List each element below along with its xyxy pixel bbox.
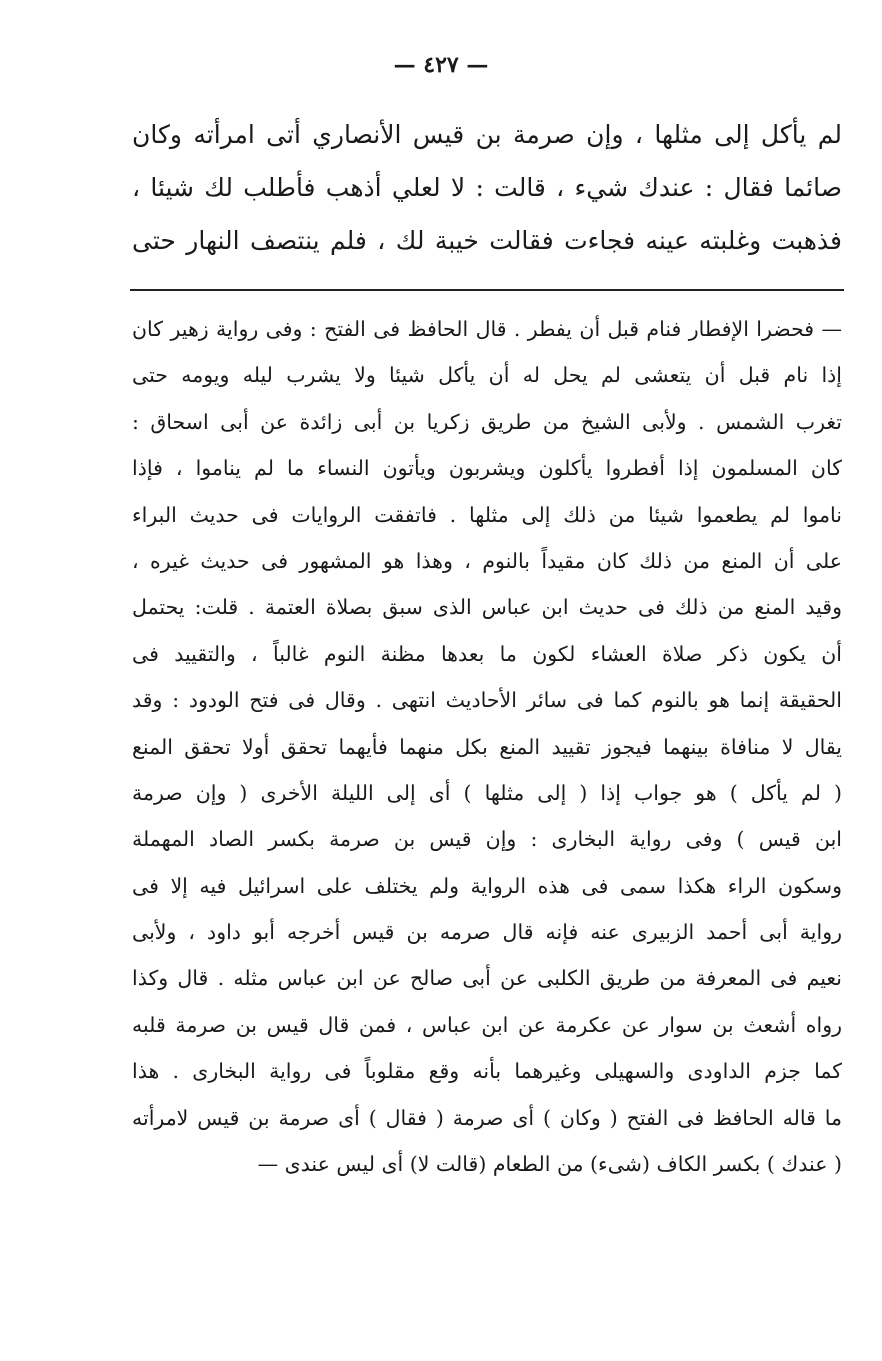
main-text-block <box>132 108 842 267</box>
commentary-line: نعيم فى المعرفة من طريق الكلبى عن أبى صالح عن ابن عباس مثله . قال وكذا <box>132 966 842 991</box>
main-text-line: صائما فقال : عندك شيء ، قالت : لا لعلي أذهب فأطلب لك شيئا ، <box>132 173 842 202</box>
commentary-line: ناموا لم يطعموا شيئا من ذلك إلى مثلها . فاتفقت الروايات فى حديث البراء <box>132 502 842 527</box>
footnote-separator <box>130 289 844 291</box>
commentary-line: ما قاله الحافظ فى الفتح ( وكان ) أى صرمة ( فقال ) أى صرمة بن قيس لامرأته <box>132 1105 842 1130</box>
main-text-line: فذهبت وغلبته عينه فجاءت فقالت خيبة لك ، فلم ينتصف النهار حتى <box>132 226 842 255</box>
commentary-line: رواه أشعث بن سوار عن عكرمة عن ابن عباس ، فمن قال قيس بن صرمة قلبه <box>132 1012 842 1037</box>
commentary-line: — فحضرا الإفطار فنام قبل أن يفطر . قال الحافظ فى الفتح : وفى رواية زهير كان <box>132 317 842 341</box>
commentary-line: وقيد المنع من ذلك فى حديث ابن عباس الذى سبق بصلاة العتمة . قلت: يحتمل <box>132 595 842 620</box>
commentary-line: إذا نام قبل أن يتعشى لم يحل له أن يأكل شيئا ولا يشرب ليله ويومه حتى <box>132 363 842 388</box>
commentary-line: ابن قيس ) وفى رواية البخارى : وإن قيس بن صرمة بكسر الصاد المهملة <box>132 827 842 852</box>
commentary-line: كان المسلمون إذا أفطروا يأكلون ويشربون ويأتون النساء ما لم يناموا ، فإذا <box>132 456 842 481</box>
commentary-line: ( لم يأكل ) هو جواب إذا ( إلى مثلها ) أى إلى الليلة الأخرى ( وإن صرمة <box>132 780 842 805</box>
commentary-line: تغرب الشمس . ولأبى الشيخ من طريق زكريا بن أبى زائدة عن أبى اسحاق : <box>132 409 842 434</box>
commentary-line: كما جزم الداودى والسهيلى وغيرهما بأنه وقع مقلوباً فى رواية البخارى . هذا <box>132 1059 842 1084</box>
main-text-line: لم يأكل إلى مثلها ، وإن صرمة بن قيس الأنصاري أتى امرأته وكان <box>132 120 842 149</box>
commentary-line: يقال لا منافاة بينهما فيجوز تقييد المنع بكل منهما فأيهما تحقق أولا تحقق المنع <box>132 734 842 759</box>
commentary-line: على أن المنع من ذلك كان مقيداً بالنوم ، وهذا هو المشهور فى حديث غيره ، <box>132 548 842 573</box>
commentary-line: الحقيقة إنما هو بالنوم كما فى سائر الأحاديث انتهى . وقال فى فتح الودود : وقد <box>132 688 842 713</box>
commentary-block <box>132 306 842 1187</box>
commentary-line: وسكون الراء هكذا سمى فى هذه الرواية ولم يختلف على اسرائيل فيه إلا فى <box>132 873 842 898</box>
commentary-line: أن يكون ذكر صلاة العشاء لكون ما بعدها مظنة النوم غالباً ، والتقييد فى <box>132 641 842 666</box>
commentary-line: ( عندك ) بكسر الكاف (شىء) من الطعام (قالت لا) أى ليس عندى — <box>257 1152 842 1177</box>
commentary-line: رواية أبى أحمد الزبيرى عنه فإنه قال صرمه بن قيس أخرجه أبو داود ، ولأبى <box>132 920 842 945</box>
page-number: — ٤٢٧ — <box>393 52 489 78</box>
